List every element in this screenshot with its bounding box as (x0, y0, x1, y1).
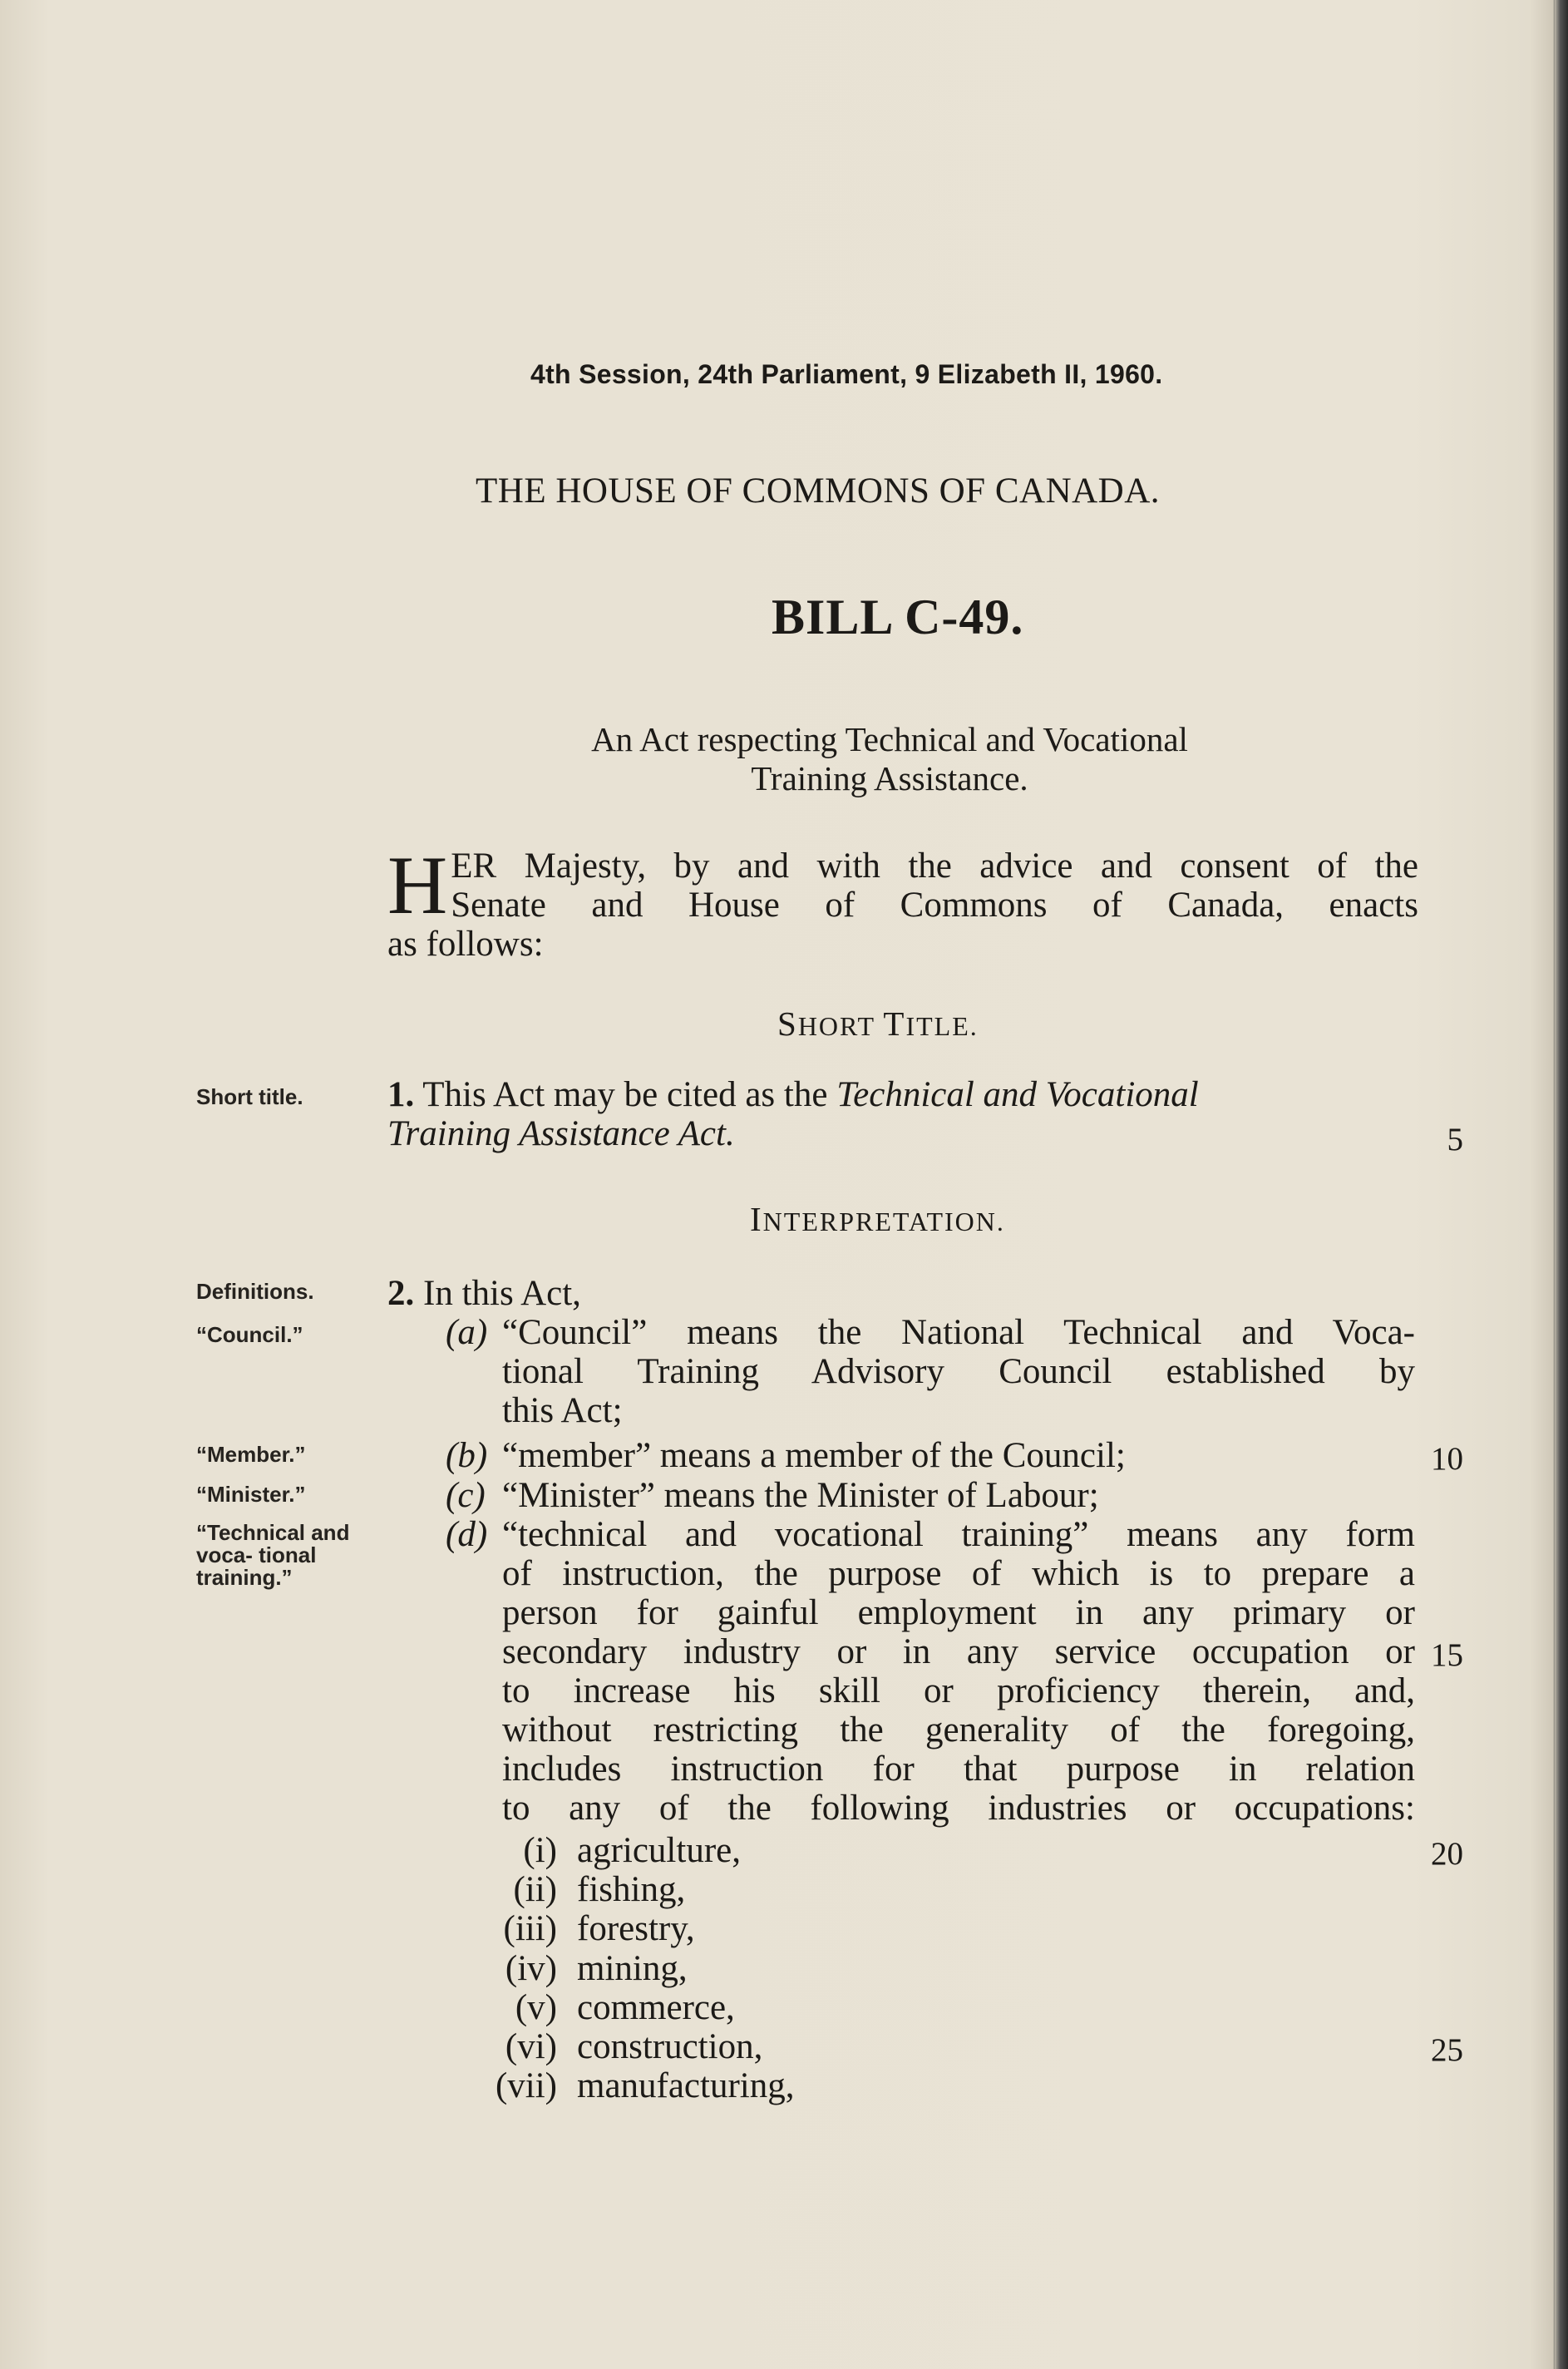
clause-d-line-5: to increase his skill or proficiency therein, and, (502, 1671, 1415, 1710)
clause-d-line-3: person for gainful employment in any primary or (502, 1593, 1415, 1632)
clause-b-label: (b) (446, 1436, 488, 1475)
marginal-technical-training: “Technical and voca- tional training.” (196, 1520, 350, 1590)
drop-cap: H (387, 839, 448, 931)
line-number-20: 20 (1431, 1836, 1463, 1872)
list-item-text: forestry, (577, 1909, 695, 1949)
clause-b-line-1: “member” means a member of the Council; (502, 1436, 1126, 1475)
list-item-number: (vi) (505, 2027, 557, 2066)
line-number-5: 5 (1447, 1122, 1463, 1157)
list-item-text: manufacturing, (577, 2066, 795, 2106)
marginal-member: “Member.” (196, 1442, 306, 1467)
clause-d-line-6: without restricting the generality of the foregoing, (502, 1710, 1415, 1750)
act-short-name: Technical and Vocational (836, 1075, 1199, 1114)
marginal-minister: “Minister.” (196, 1482, 306, 1507)
marginal-council: “Council.” (196, 1322, 303, 1347)
list-item-number: (iv) (505, 1948, 557, 1988)
line-number-25: 25 (1431, 2032, 1463, 2068)
clause-a-line-2: tional Training Advisory Council established by (502, 1352, 1415, 1391)
list-item-text: agriculture, (577, 1831, 741, 1870)
list-item-text: mining, (577, 1948, 688, 1988)
list-item-text: construction, (577, 2027, 763, 2066)
enacting-line-3: as follows: (387, 925, 544, 964)
list-item-number: (v) (515, 1987, 557, 2027)
house-title: THE HOUSE OF COMMONS OF CANADA. (476, 471, 1161, 511)
clause-d-line-4: secondary industry or in any service occupation or (502, 1632, 1415, 1671)
list-item-number: (iii) (503, 1909, 557, 1949)
section-1-line-2: Training Assistance Act. (387, 1114, 735, 1153)
clause-d-line-8: to any of the following industries or occupations: (502, 1789, 1415, 1828)
page-spine-edge (1555, 0, 1568, 2369)
section-number: 2. (387, 1274, 415, 1313)
enacting-clause (387, 839, 1418, 964)
bill-number: BILL C-49. (772, 590, 1024, 644)
clause-a-label: (a) (446, 1313, 488, 1352)
act-title-line-2: Training Assistance. (751, 759, 1028, 797)
act-title-line-1: An Act respecting Technical and Vocational (591, 720, 1188, 758)
list-item-number: (ii) (513, 1870, 557, 1910)
clause-d-label: (d) (446, 1515, 488, 1554)
line-number-10: 10 (1431, 1441, 1463, 1477)
session-line: 4th Session, 24th Parliament, 9 Elizabeth II, 1960. (530, 359, 1163, 389)
clause-a-line-3: this Act; (502, 1391, 623, 1430)
section-1-line-1: 1. This Act may be cited as the Technical and Vocational (387, 1075, 1199, 1114)
clause-c-label: (c) (446, 1476, 486, 1515)
interpretation-heading: INTERPRETATION. (750, 1200, 1005, 1238)
section-2-intro: 2. In this Act, (387, 1274, 581, 1313)
enacting-line-1: ER Majesty, by and with the advice and consent of the (451, 846, 1418, 886)
short-title-heading: SHORT TITLE. (777, 1004, 979, 1043)
enacting-line-2: Senate and House of Commons of Canada, enacts (451, 886, 1418, 925)
list-item-number: (i) (523, 1831, 557, 1870)
line-number-15: 15 (1431, 1637, 1463, 1673)
clause-c-line-1: “Minister” means the Minister of Labour; (502, 1476, 1099, 1515)
clause-d-line-1: “technical and vocational training” means any form (502, 1515, 1415, 1554)
clause-d-line-2: of instruction, the purpose of which is to prepare a (502, 1554, 1415, 1593)
act-long-title (432, 720, 1347, 798)
section-number: 1. (387, 1075, 415, 1114)
marginal-short-title: Short title. (196, 1084, 303, 1109)
clause-a-line-1: “Council” means the National Technical and Voca- (502, 1313, 1415, 1352)
list-item-text: commerce, (577, 1987, 735, 2027)
list-item-number: (vii) (495, 2066, 557, 2106)
clause-d-line-7: includes instruction for that purpose in relation (502, 1750, 1415, 1789)
marginal-definitions: Definitions. (196, 1279, 314, 1304)
list-item-text: fishing, (577, 1870, 686, 1910)
